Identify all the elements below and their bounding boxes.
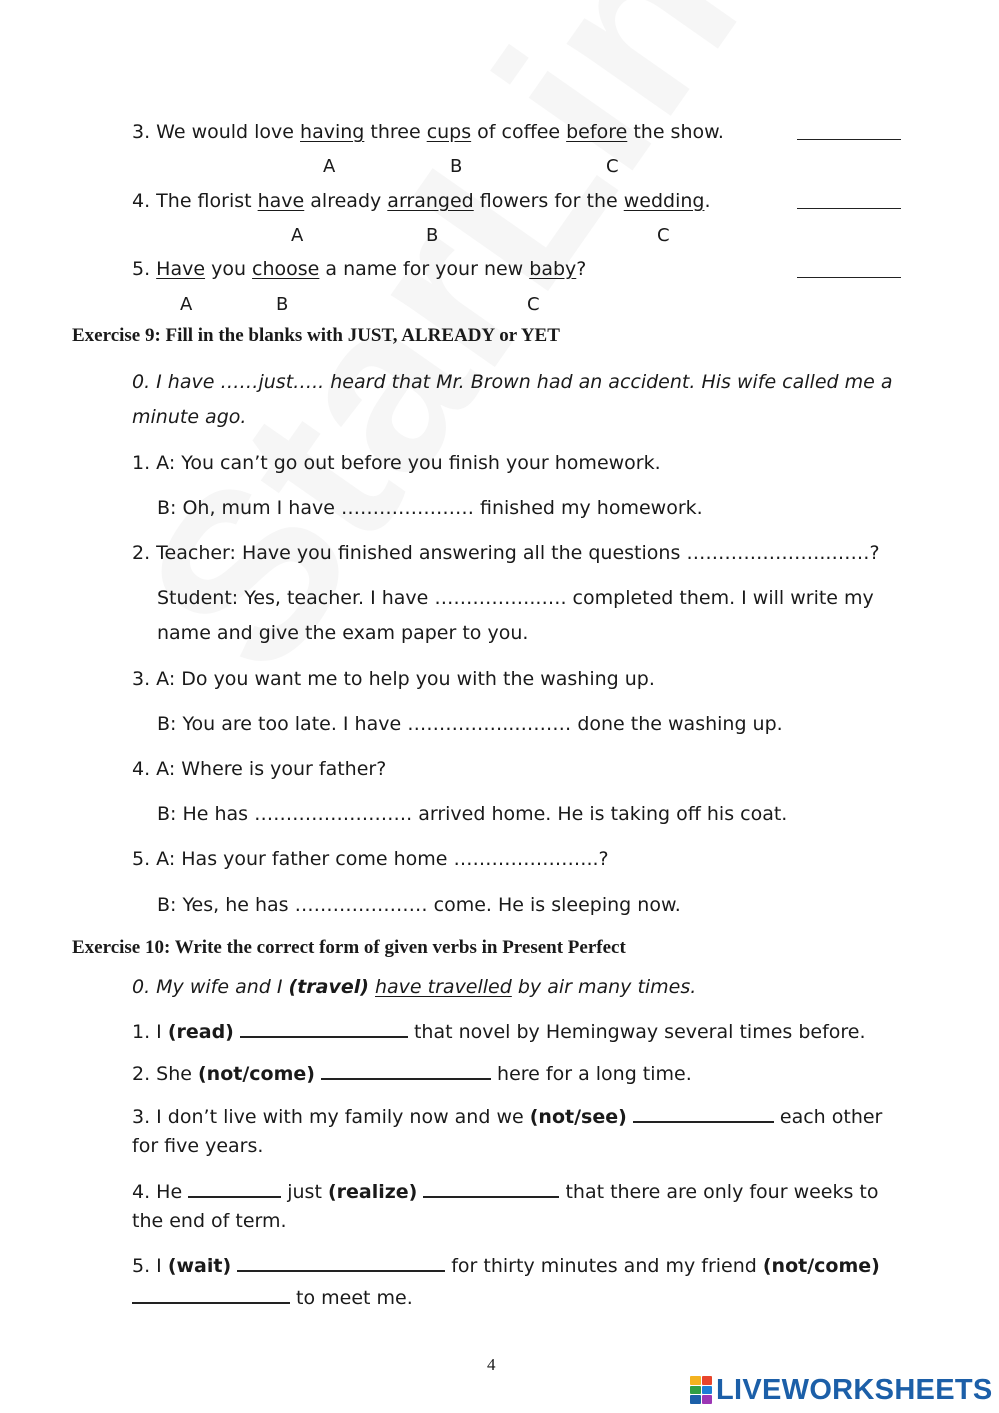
logo-blocks-icon bbox=[690, 1376, 712, 1404]
underlined-option-c: before bbox=[566, 121, 628, 143]
verb-hint: (realize) bbox=[327, 1181, 418, 1203]
ex9-q3-b[interactable]: B: You are too late. I have ……………..……… done the washing up. bbox=[157, 713, 783, 735]
ex9-q2-a[interactable]: 2. Teacher: Have you finished answering all the questions …………………..……? bbox=[132, 542, 880, 564]
ex10-q5: 5. I (wait) for thirty minutes and my friend (not/come) bbox=[132, 1252, 880, 1277]
underlined-option-c: baby bbox=[529, 258, 577, 280]
ex10-q4: 4. He just (realize) that there are only four weeks to bbox=[132, 1178, 879, 1203]
answer-blank[interactable] bbox=[188, 1178, 281, 1198]
answer-blank[interactable] bbox=[633, 1103, 774, 1123]
ex10-q1: 1. I (read) that novel by Hemingway several times before. bbox=[132, 1018, 866, 1043]
ex9-q4-b[interactable]: B: He has ……………………. arrived home. He is taking off his coat. bbox=[157, 803, 788, 825]
verb-hint: (not/see) bbox=[529, 1106, 627, 1128]
verb-hint: (read) bbox=[167, 1021, 234, 1043]
answer-blank[interactable] bbox=[797, 277, 901, 278]
answer-blank[interactable] bbox=[797, 139, 901, 140]
verb-hint: (not/come) bbox=[762, 1255, 880, 1277]
logo-text: LIVEWORKSHEETS bbox=[716, 1373, 993, 1406]
verb-hint: (travel) bbox=[288, 976, 369, 998]
answer-blank[interactable] bbox=[797, 208, 901, 209]
watermark bbox=[90, 0, 867, 718]
verb-hint: (not/come) bbox=[198, 1063, 315, 1085]
ex9-q2-b-cont: name and give the exam paper to you. bbox=[157, 622, 529, 644]
example-answer: have travelled bbox=[375, 976, 512, 998]
ex9-q4-a: 4. A: Where is your father? bbox=[132, 758, 387, 780]
ex9-q1-b[interactable]: B: Oh, mum I have ………………… finished my homework. bbox=[157, 497, 703, 519]
underlined-option-a: have bbox=[257, 190, 305, 212]
ex10-q3-cont: for five years. bbox=[132, 1135, 264, 1157]
ex9-q3-a: 3. A: Do you want me to help you with the washing up. bbox=[132, 668, 655, 690]
underlined-option-c: wedding bbox=[623, 190, 705, 212]
answer-blank[interactable] bbox=[132, 1284, 290, 1304]
answer-blank[interactable] bbox=[240, 1018, 408, 1038]
error-sentence: 4. The florist have already arranged flowers for the wedding. bbox=[132, 190, 711, 212]
exercise-9-example: 0. I have ……just….. heard that Mr. Brown had an accident. His wife called me a bbox=[132, 371, 893, 393]
underlined-option-b: arranged bbox=[387, 190, 474, 212]
ex10-q4-cont: the end of term. bbox=[132, 1210, 287, 1232]
ex9-q5-a[interactable]: 5. A: Has your father come home …………………..? bbox=[132, 848, 609, 870]
ex10-q5-cont: to meet me. bbox=[132, 1284, 413, 1309]
exercise-10-heading: Exercise 10: Write the correct form of given verbs in Present Perfect bbox=[72, 937, 626, 958]
exercise-9-heading: Exercise 9: Fill in the blanks with JUST, ALREADY or YET bbox=[72, 325, 560, 346]
underlined-option-a: Have bbox=[156, 258, 206, 280]
answer-blank[interactable] bbox=[423, 1178, 559, 1198]
ex9-q2-b[interactable]: Student: Yes, teacher. I have ……………..…. completed them. I will write my bbox=[157, 587, 874, 609]
ex9-q5-b[interactable]: B: Yes, he has ………………… come. He is sleeping now. bbox=[157, 894, 681, 916]
ex9-q1-a: 1. A: You can’t go out before you finish your homework. bbox=[132, 452, 661, 474]
ex10-example: 0. My wife and I (travel) have travelled by air many times. bbox=[132, 976, 697, 998]
exercise-9-example-cont: minute ago. bbox=[132, 406, 247, 428]
underlined-option-b: cups bbox=[426, 121, 472, 143]
answer-blank[interactable] bbox=[321, 1060, 491, 1080]
page-number: 4 bbox=[487, 1355, 496, 1374]
underlined-option-a: having bbox=[300, 121, 365, 143]
ex10-q3: 3. I don’t live with my family now and we (not/see) each other bbox=[132, 1103, 882, 1128]
ex10-q2: 2. She (not/come) here for a long time. bbox=[132, 1060, 692, 1085]
error-sentence: 3. We would love having three cups of coffee before the show. bbox=[132, 121, 724, 143]
liveworksheets-logo[interactable] bbox=[690, 1373, 993, 1407]
answer-blank[interactable] bbox=[237, 1252, 445, 1272]
underlined-option-b: choose bbox=[252, 258, 320, 280]
error-sentence: 5. Have you choose a name for your new baby? bbox=[132, 258, 587, 280]
verb-hint: (wait) bbox=[167, 1255, 232, 1277]
